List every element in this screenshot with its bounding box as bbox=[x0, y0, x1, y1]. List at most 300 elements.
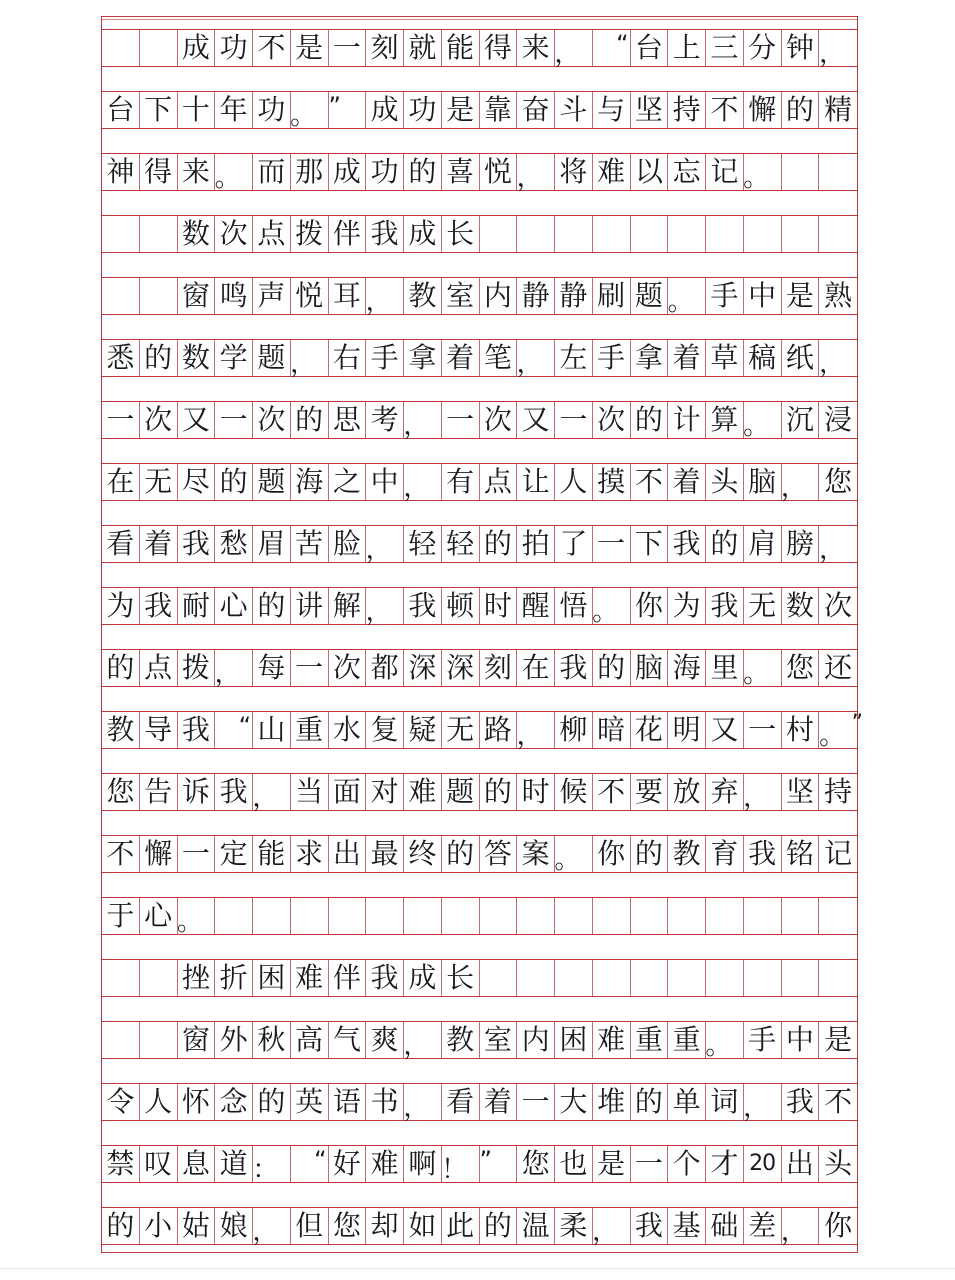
handwritten-char: 耳 bbox=[332, 279, 361, 312]
handwritten-char: 功 bbox=[257, 93, 286, 126]
grid-cell bbox=[329, 216, 367, 252]
handwritten-char: ， bbox=[780, 1217, 807, 1247]
handwritten-char: 是 bbox=[446, 93, 475, 126]
grid-cell bbox=[215, 340, 253, 376]
grid-cell bbox=[480, 402, 518, 438]
handwritten-char: 悦 bbox=[295, 279, 324, 312]
grid-cell bbox=[631, 1022, 669, 1058]
handwritten-char: 上 bbox=[672, 31, 701, 64]
handwritten-char: 外 bbox=[219, 1023, 248, 1056]
handwritten-char: 中 bbox=[370, 465, 399, 498]
handwritten-char: 拿 bbox=[634, 341, 663, 374]
handwritten-char: 。 bbox=[667, 287, 694, 317]
grid-cell bbox=[178, 774, 216, 810]
handwritten-char: 看 bbox=[446, 1085, 475, 1118]
grid-cell bbox=[631, 1146, 669, 1182]
handwritten-char: 就 bbox=[408, 31, 437, 64]
handwritten-char: 如 bbox=[408, 1209, 437, 1242]
handwritten-char: 中 bbox=[748, 279, 777, 312]
handwritten-char: 山 bbox=[257, 713, 286, 746]
grid-row bbox=[102, 277, 857, 315]
grid-cell bbox=[291, 960, 329, 996]
grid-cell bbox=[442, 402, 480, 438]
grid-cell bbox=[819, 30, 857, 69]
handwritten-char: 的 bbox=[408, 155, 437, 188]
grid-cell bbox=[819, 836, 857, 872]
handwritten-char: 在 bbox=[521, 651, 550, 684]
grid-cell bbox=[706, 154, 744, 190]
grid-cell bbox=[706, 774, 744, 810]
grid-cell bbox=[442, 1084, 480, 1120]
grid-cell bbox=[631, 526, 669, 562]
grid-cell bbox=[744, 1146, 782, 1182]
handwritten-char: 的 bbox=[483, 527, 512, 560]
handwritten-char: 。 bbox=[743, 163, 770, 193]
handwritten-char: 能 bbox=[257, 837, 286, 870]
grid-cell bbox=[555, 1022, 593, 1058]
handwritten-char: 重 bbox=[672, 1023, 701, 1056]
handwritten-char: 眉 bbox=[257, 527, 286, 560]
grid-cell bbox=[480, 278, 518, 314]
handwritten-char: 海 bbox=[295, 465, 324, 498]
grid-cell bbox=[290, 92, 329, 131]
grid-cell bbox=[404, 960, 442, 996]
grid-cell bbox=[442, 1208, 480, 1244]
handwritten-char: ， bbox=[365, 535, 392, 565]
handwritten-char: ， bbox=[290, 349, 317, 379]
grid-cell bbox=[102, 960, 140, 996]
handwritten-char: 来 bbox=[181, 155, 210, 188]
grid-cell bbox=[555, 1208, 593, 1244]
handwritten-char: 个 bbox=[672, 1147, 701, 1180]
grid-cell bbox=[517, 278, 555, 314]
grid-cell bbox=[705, 1022, 744, 1061]
grid-cell bbox=[366, 1022, 404, 1058]
handwritten-char: 禁 bbox=[106, 1147, 135, 1180]
grid-cell bbox=[178, 960, 216, 996]
grid-cell bbox=[442, 278, 480, 314]
handwritten-char: ， bbox=[516, 349, 543, 379]
grid-cell bbox=[744, 92, 782, 128]
grid-cell bbox=[555, 216, 593, 252]
handwritten-char: ， bbox=[592, 1217, 619, 1247]
grid-cell bbox=[555, 1084, 593, 1120]
handwritten-char: ， bbox=[403, 1031, 430, 1061]
grid-cell bbox=[819, 1022, 857, 1058]
grid-cell bbox=[743, 402, 782, 441]
handwritten-char: 刻 bbox=[483, 651, 512, 684]
handwritten-char: ！ bbox=[441, 1155, 468, 1185]
grid-cell bbox=[403, 402, 442, 441]
handwritten-char: 稿 bbox=[748, 341, 777, 374]
grid-cell bbox=[253, 1084, 291, 1120]
handwritten-char: 一 bbox=[748, 713, 777, 746]
grid-cell bbox=[782, 1084, 820, 1120]
grid-cell bbox=[404, 92, 442, 128]
grid-cell bbox=[555, 464, 593, 500]
grid-cell bbox=[555, 92, 593, 128]
handwritten-char: 面 bbox=[332, 775, 361, 808]
grid-cell bbox=[291, 402, 329, 438]
grid-cell bbox=[819, 278, 857, 314]
handwritten-char: 路 bbox=[483, 713, 512, 746]
grid-cell bbox=[366, 650, 404, 686]
handwritten-char: 出 bbox=[785, 1147, 814, 1180]
grid-cell bbox=[102, 402, 140, 438]
grid-cell bbox=[102, 774, 140, 810]
handwritten-char: 伴 bbox=[332, 217, 361, 250]
handwritten-char: 困 bbox=[559, 1023, 588, 1056]
handwritten-char: 窗 bbox=[181, 279, 210, 312]
handwritten-char: 我 bbox=[144, 589, 173, 622]
handwritten-char: ， bbox=[403, 473, 430, 503]
grid-cell bbox=[140, 898, 178, 934]
grid-cell bbox=[743, 1084, 782, 1123]
grid-row bbox=[102, 649, 857, 687]
grid-cell bbox=[140, 960, 178, 996]
handwritten-char: 长 bbox=[446, 217, 475, 250]
grid-cell bbox=[140, 340, 178, 376]
handwritten-char: 求 bbox=[295, 837, 324, 870]
grid-cell bbox=[706, 650, 744, 686]
grid-cell bbox=[140, 1022, 178, 1058]
grid-cell bbox=[782, 650, 820, 686]
grid-cell bbox=[480, 836, 518, 872]
handwritten-char: 一 bbox=[295, 651, 324, 684]
grid-cell bbox=[329, 774, 367, 810]
handwritten-char: 难 bbox=[370, 1147, 399, 1180]
handwritten-char: 刷 bbox=[597, 279, 626, 312]
handwritten-char: 钟 bbox=[785, 31, 814, 64]
grid-cell bbox=[365, 278, 404, 317]
grid-cell bbox=[744, 836, 782, 872]
grid-cell bbox=[214, 650, 253, 689]
grid-cell bbox=[480, 92, 518, 128]
grid-cell bbox=[631, 960, 669, 996]
handwritten-char: 鸣 bbox=[219, 279, 248, 312]
handwritten-char: 的 bbox=[634, 837, 663, 870]
handwritten-char: 题 bbox=[257, 465, 286, 498]
handwritten-char: 20 bbox=[749, 1151, 776, 1176]
grid-cell bbox=[215, 774, 253, 810]
grid-cell bbox=[403, 1084, 442, 1123]
grid-cell bbox=[178, 836, 216, 872]
grid-cell bbox=[442, 216, 480, 252]
grid-cell bbox=[366, 464, 404, 500]
handwritten-char: 导 bbox=[144, 713, 173, 746]
grid-cell bbox=[253, 154, 291, 190]
grid-cell bbox=[291, 1208, 329, 1244]
handwritten-char: 内 bbox=[521, 1023, 550, 1056]
handwritten-char: 终 bbox=[408, 837, 437, 870]
handwritten-char: ， bbox=[252, 1217, 279, 1247]
grid-cell bbox=[102, 650, 140, 686]
handwritten-char: 却 bbox=[370, 1209, 399, 1242]
handwritten-char: 疑 bbox=[408, 713, 437, 746]
grid-cell bbox=[366, 1208, 404, 1244]
grid-cell bbox=[329, 1146, 367, 1182]
grid-cell bbox=[706, 278, 744, 314]
handwritten-char: 娘 bbox=[219, 1209, 248, 1242]
grid-cell bbox=[252, 1208, 291, 1247]
handwritten-char: 坚 bbox=[785, 775, 814, 808]
grid-cell bbox=[140, 712, 178, 748]
grid-cell bbox=[403, 464, 442, 503]
grid-cell bbox=[290, 340, 329, 379]
handwritten-char: 我 bbox=[672, 527, 701, 560]
grid-cell bbox=[102, 1146, 140, 1182]
handwritten-char: 里 bbox=[710, 651, 739, 684]
grid-cell bbox=[743, 774, 782, 813]
handwritten-char: 叹 bbox=[144, 1147, 173, 1180]
handwritten-char: 悦 bbox=[483, 155, 512, 188]
grid-cell bbox=[215, 960, 253, 996]
grid-cell bbox=[404, 154, 442, 190]
handwritten-char: 是 bbox=[597, 1147, 626, 1180]
handwritten-char: 窗 bbox=[181, 1023, 210, 1056]
handwritten-char: 尽 bbox=[181, 465, 210, 498]
grid-cell bbox=[593, 92, 631, 128]
grid-cell bbox=[253, 464, 291, 500]
handwritten-char: 挫 bbox=[181, 961, 210, 994]
handwritten-char: 次 bbox=[219, 217, 248, 250]
handwritten-char: 拍 bbox=[521, 527, 550, 560]
grid-row bbox=[102, 897, 857, 935]
handwritten-char: 悉 bbox=[106, 341, 135, 374]
grid-cell bbox=[178, 1022, 216, 1058]
grid-cell bbox=[668, 1022, 706, 1058]
grid-cell bbox=[516, 154, 555, 193]
handwritten-char: 你 bbox=[597, 837, 626, 870]
grid-cell bbox=[592, 1208, 631, 1247]
grid-cell bbox=[253, 836, 291, 872]
grid-cell bbox=[517, 464, 555, 500]
grid-cell bbox=[178, 526, 216, 562]
handwritten-char: 花 bbox=[634, 713, 663, 746]
grid-cell bbox=[593, 278, 631, 314]
grid-cell bbox=[366, 960, 404, 996]
grid-cell bbox=[631, 650, 669, 686]
handwritten-char: 成 bbox=[181, 31, 210, 64]
handwritten-char: 的 bbox=[710, 527, 739, 560]
handwritten-char: 柔 bbox=[559, 1209, 588, 1242]
grid-cell bbox=[480, 1022, 518, 1058]
grid-cell bbox=[819, 1146, 857, 1182]
grid-cell bbox=[329, 340, 367, 376]
handwritten-char: 浸 bbox=[824, 403, 853, 436]
grid-cell bbox=[668, 650, 706, 686]
grid-cell bbox=[782, 898, 820, 934]
handwritten-char: 堆 bbox=[597, 1085, 626, 1118]
handwritten-char: 苦 bbox=[295, 527, 324, 560]
handwritten-char: 答 bbox=[483, 837, 512, 870]
grid-cell bbox=[517, 960, 555, 996]
grid-cell bbox=[480, 526, 518, 562]
grid-cell bbox=[480, 588, 518, 624]
grid-row bbox=[102, 773, 857, 811]
grid-cell bbox=[178, 650, 216, 686]
handwritten-char: ， bbox=[365, 597, 392, 627]
handwritten-char: 一 bbox=[219, 403, 248, 436]
handwritten-char: 成 bbox=[408, 961, 437, 994]
handwritten-char: 又 bbox=[521, 403, 550, 436]
handwritten-char: 次 bbox=[597, 403, 626, 436]
handwritten-char: 对 bbox=[370, 775, 399, 808]
grid-cell bbox=[706, 464, 744, 500]
handwritten-char: 高 bbox=[295, 1023, 324, 1056]
grid-cell bbox=[668, 30, 706, 66]
handwritten-char: 了 bbox=[559, 527, 588, 560]
handwritten-char: ， bbox=[403, 411, 430, 441]
grid-cell bbox=[329, 1084, 367, 1120]
grid-cell bbox=[215, 836, 253, 872]
grid-cell bbox=[517, 1084, 555, 1120]
grid-cell bbox=[819, 774, 857, 810]
handwritten-char: 您 bbox=[785, 651, 814, 684]
handwritten-char: 次 bbox=[332, 651, 361, 684]
handwritten-char: 英 bbox=[295, 1085, 324, 1118]
grid-cell bbox=[668, 774, 706, 810]
grid-cell bbox=[102, 1208, 140, 1244]
grid-cell bbox=[593, 402, 631, 438]
handwritten-char: 弃 bbox=[710, 775, 739, 808]
handwritten-char: ， bbox=[252, 783, 279, 813]
grid-cell bbox=[517, 1208, 555, 1244]
grid-cell bbox=[329, 650, 367, 686]
grid-cell bbox=[743, 154, 782, 193]
grid-cell bbox=[442, 340, 480, 376]
grid-cell bbox=[140, 836, 178, 872]
grid-cell bbox=[329, 1022, 367, 1058]
grid-cell bbox=[253, 1022, 291, 1058]
handwritten-char: 拨 bbox=[295, 217, 324, 250]
grid-cell bbox=[215, 402, 253, 438]
handwritten-char: 单 bbox=[672, 1085, 701, 1118]
grid-row bbox=[102, 525, 857, 563]
handwritten-char: 时 bbox=[521, 775, 550, 808]
handwritten-char: 懈 bbox=[748, 93, 777, 126]
grid-cell bbox=[442, 960, 480, 996]
handwritten-char: 那 bbox=[295, 155, 324, 188]
handwritten-char: 拿 bbox=[408, 341, 437, 374]
grid-cell bbox=[554, 30, 593, 69]
grid-cell bbox=[631, 154, 669, 190]
handwritten-char: ， bbox=[365, 287, 392, 317]
grid-cell bbox=[517, 216, 555, 252]
handwritten-char: 在 bbox=[106, 465, 135, 498]
grid-cell bbox=[291, 836, 329, 872]
grid-cell bbox=[555, 712, 593, 748]
handwritten-char: 内 bbox=[483, 279, 512, 312]
grid-cell bbox=[480, 1208, 518, 1244]
handwritten-char: 的 bbox=[446, 837, 475, 870]
handwritten-char: 右 bbox=[332, 341, 361, 374]
handwritten-char: 沉 bbox=[785, 403, 814, 436]
grid-cell bbox=[178, 278, 216, 314]
handwritten-char: 神 bbox=[106, 155, 135, 188]
grid-cell bbox=[442, 92, 480, 128]
grid-cell bbox=[366, 712, 404, 748]
handwritten-char: 我 bbox=[181, 713, 210, 746]
handwritten-char: 耐 bbox=[181, 589, 210, 622]
handwritten-char: ， bbox=[516, 721, 543, 751]
handwritten-char: ， bbox=[403, 1093, 430, 1123]
handwritten-char: 不 bbox=[710, 93, 739, 126]
handwritten-char: 村 bbox=[785, 713, 814, 746]
handwritten-char: 告 bbox=[144, 775, 173, 808]
handwritten-char: 我 bbox=[408, 589, 437, 622]
handwritten-char: 大 bbox=[559, 1085, 588, 1118]
handwritten-char: 奋 bbox=[521, 93, 550, 126]
handwritten-char: 的 bbox=[483, 775, 512, 808]
handwritten-char: 还 bbox=[824, 651, 853, 684]
grid-cell bbox=[404, 774, 442, 810]
handwritten-char: 差 bbox=[748, 1209, 777, 1242]
handwritten-char: 秋 bbox=[257, 1023, 286, 1056]
handwritten-char: 我 bbox=[785, 1085, 814, 1118]
grid-cell bbox=[365, 526, 404, 565]
handwritten-char: 手 bbox=[748, 1023, 777, 1056]
handwritten-char: 来 bbox=[521, 31, 550, 64]
handwritten-char: 一 bbox=[181, 837, 210, 870]
handwritten-char: 愁 bbox=[219, 527, 248, 560]
handwritten-char: 着 bbox=[672, 341, 701, 374]
grid-cell bbox=[102, 712, 140, 748]
grid-cell bbox=[744, 30, 782, 66]
handwritten-char: 以 bbox=[634, 155, 663, 188]
handwritten-char: 教 bbox=[672, 837, 701, 870]
handwritten-char: 候 bbox=[559, 775, 588, 808]
grid-cell bbox=[782, 154, 820, 190]
grid-cell bbox=[365, 588, 404, 627]
handwritten-char: 点 bbox=[257, 217, 286, 250]
grid-cell bbox=[176, 898, 216, 937]
grid-cell bbox=[215, 92, 253, 128]
grid-cell bbox=[631, 898, 669, 934]
grid-cell bbox=[819, 526, 857, 565]
grid-row bbox=[102, 1207, 857, 1245]
handwritten-char: 头 bbox=[824, 1147, 853, 1180]
handwritten-char: 柳 bbox=[559, 713, 588, 746]
grid-cell bbox=[706, 30, 744, 66]
grid-row bbox=[102, 153, 857, 191]
handwritten-char: 持 bbox=[824, 775, 853, 808]
handwritten-char: “ bbox=[238, 712, 251, 740]
grid-cell bbox=[102, 836, 140, 872]
handwritten-char: 为 bbox=[106, 589, 135, 622]
grid-row bbox=[102, 29, 857, 67]
grid-cell bbox=[404, 30, 442, 66]
grid-cell bbox=[782, 526, 820, 562]
handwritten-char: 是 bbox=[824, 1023, 853, 1056]
grid-cell bbox=[631, 1084, 669, 1120]
handwritten-char: 但 bbox=[295, 1209, 324, 1242]
handwritten-char: 难 bbox=[408, 775, 437, 808]
handwritten-char: 计 bbox=[672, 403, 701, 436]
handwritten-char: 人 bbox=[559, 465, 588, 498]
handwritten-char: 重 bbox=[295, 713, 324, 746]
grid-cell bbox=[102, 898, 140, 934]
grid-row bbox=[102, 711, 863, 751]
handwritten-char: 题 bbox=[446, 775, 475, 808]
grid-row bbox=[102, 959, 857, 997]
grid-cell bbox=[215, 526, 253, 562]
grid-cell bbox=[178, 1146, 216, 1182]
grid-cell bbox=[631, 402, 669, 438]
grid-cell bbox=[706, 712, 744, 748]
grid-cell bbox=[366, 402, 404, 438]
grid-cell bbox=[404, 588, 442, 624]
